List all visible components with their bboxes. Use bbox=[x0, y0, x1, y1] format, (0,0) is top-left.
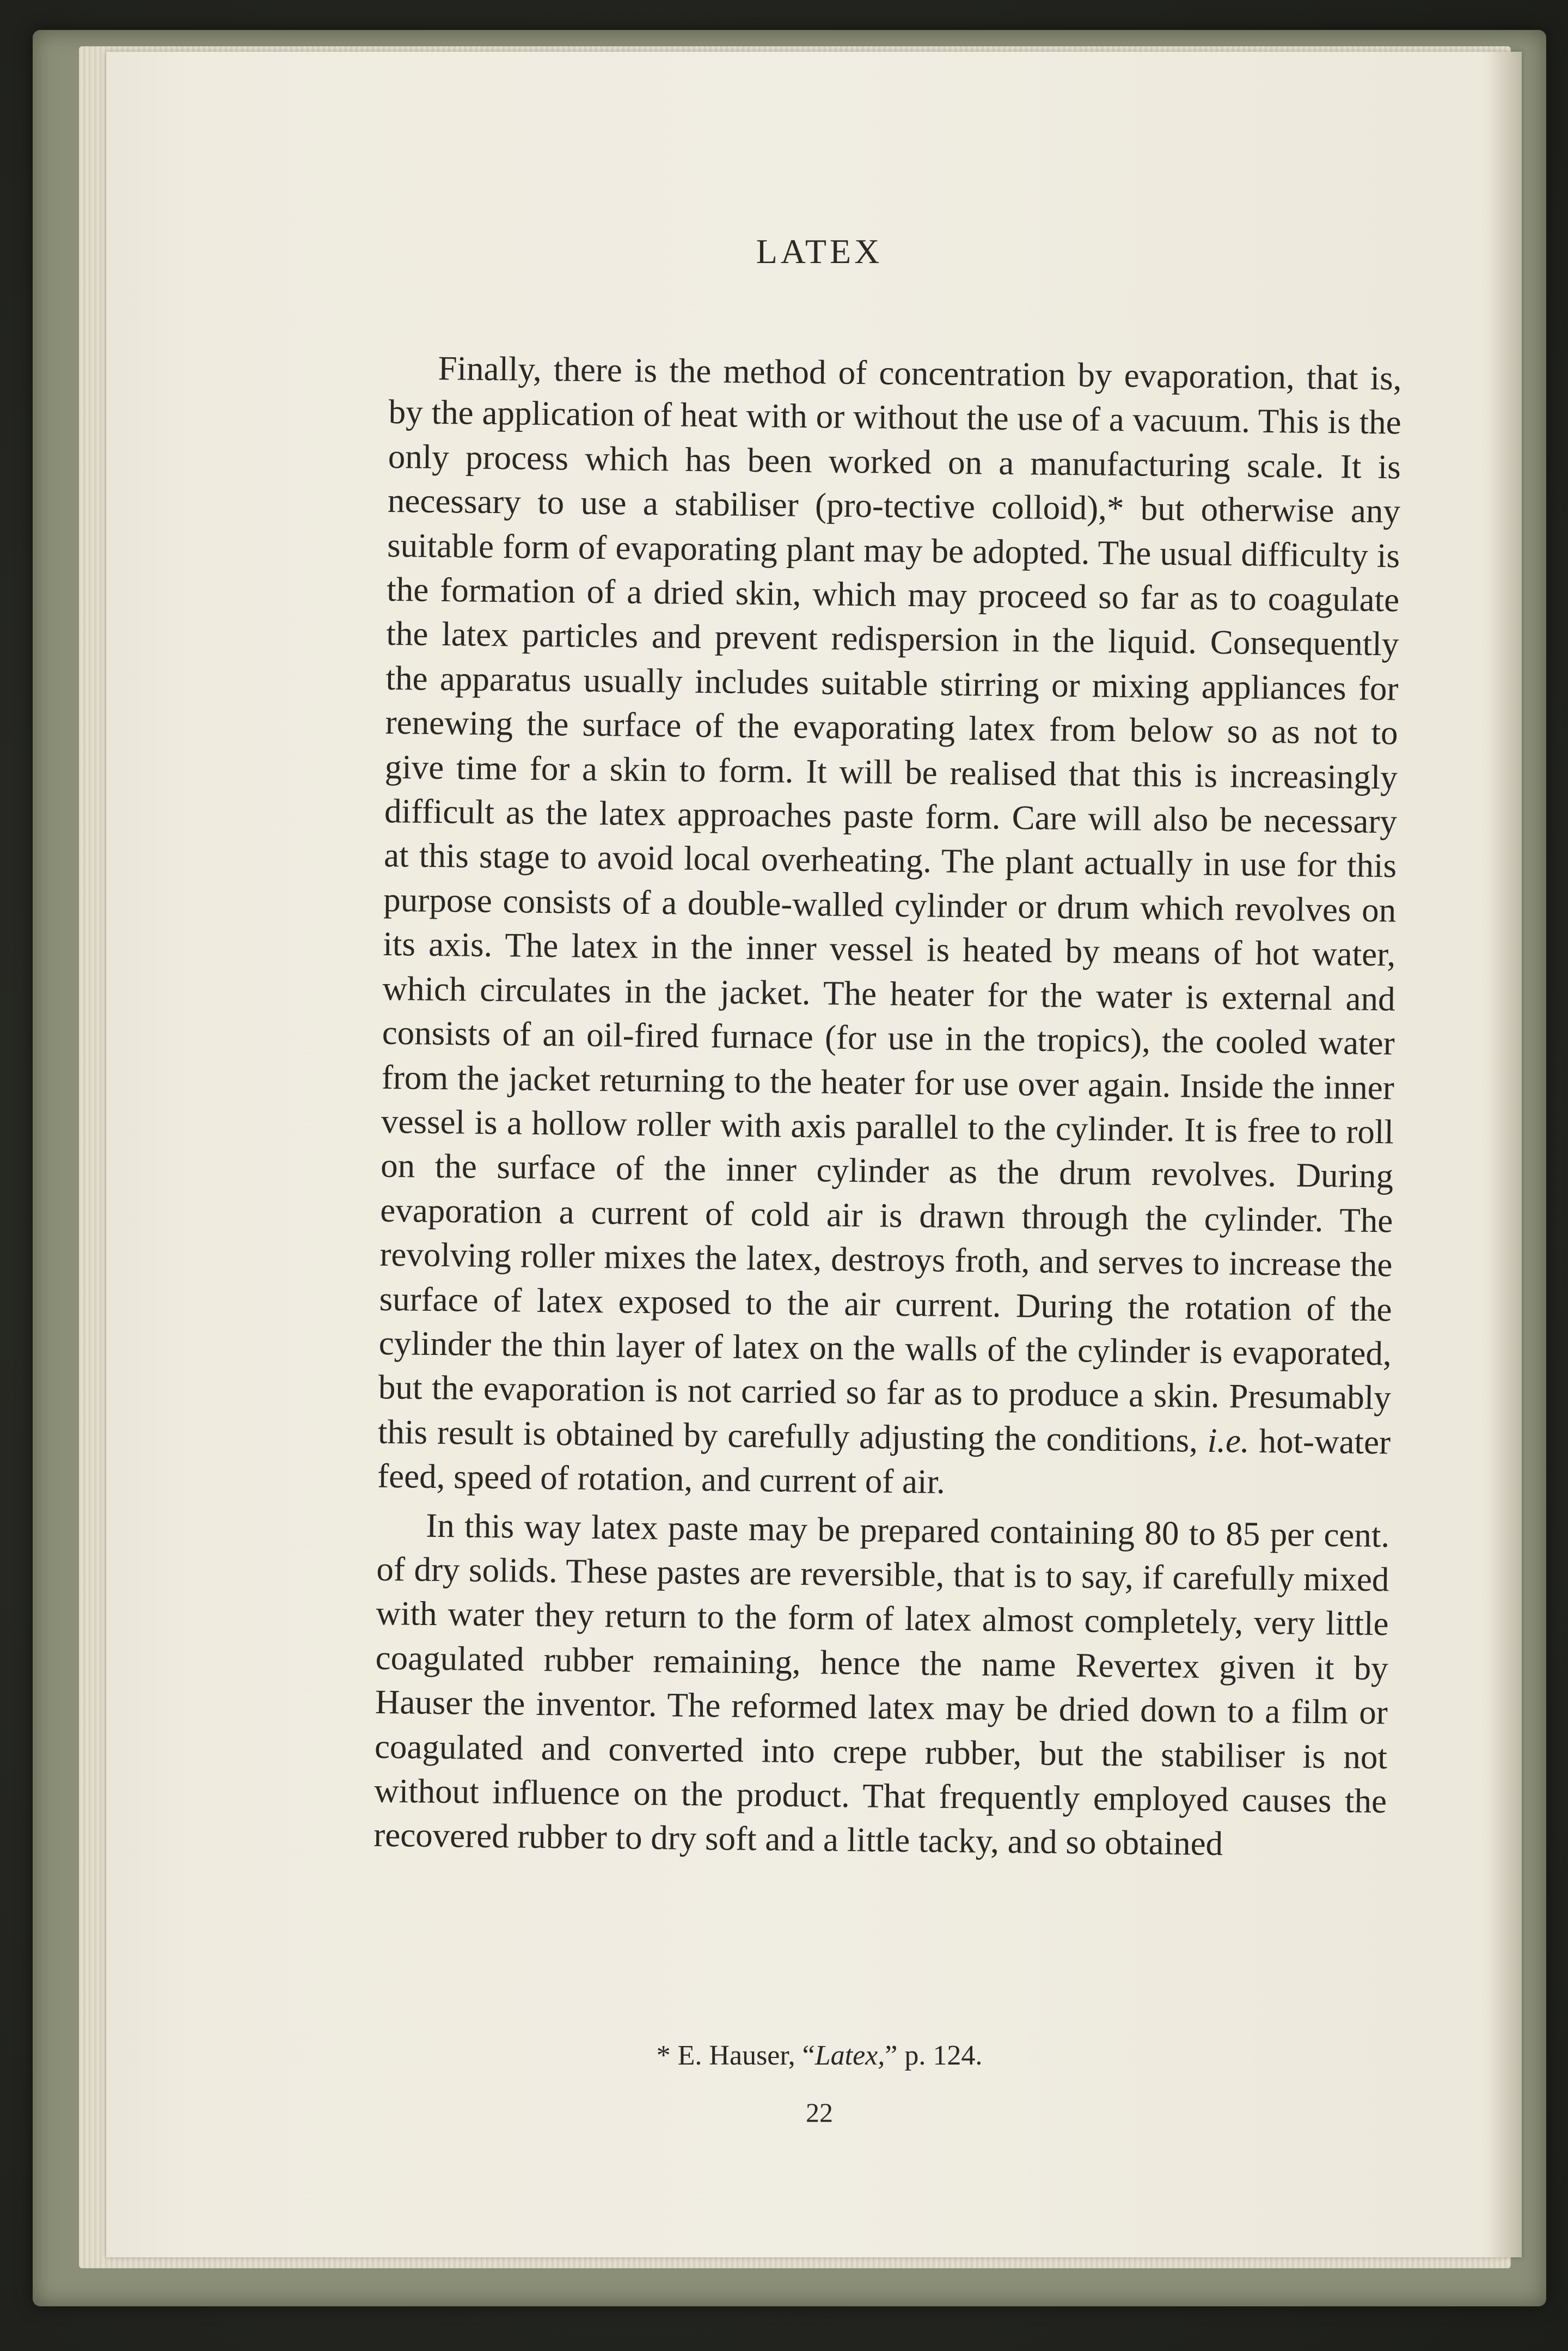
footnote bbox=[106, 2039, 1533, 2072]
paragraph-2 bbox=[373, 1503, 1390, 1868]
footnote-prefix: * E. Hauser, “ bbox=[656, 2040, 815, 2071]
gutter-shadow bbox=[1489, 52, 1522, 2257]
footnote-suffix: ” p. 124. bbox=[885, 2040, 983, 2071]
running-head: LATEX bbox=[756, 232, 883, 271]
paragraph-1 bbox=[377, 346, 1402, 1509]
footnote-title: Latex, bbox=[814, 2040, 885, 2071]
page-number: 22 bbox=[806, 2097, 833, 2128]
text-segment: hot-water feed, speed of rotation, and current of air. bbox=[377, 1421, 1391, 1501]
body-text bbox=[373, 346, 1402, 1868]
text-segment-italic: i.e. bbox=[1207, 1421, 1250, 1460]
text-segment: Finally, there is the method of concentration by evaporation, that is, by the application of heat with or without the use of a vacuum. This is the only process which has been worked on a manufacturing scale. It is necessary to use a stabiliser (pro-tective colloid),* but otherwise any suitable form of evaporating plant may be adopted. The usual difficulty is the formation of a dried skin, which may proceed so far as to coagulate the latex particles and prevent redispersion in the liquid. Consequently the apparatus usually includes suitable stirring or mixing appliances for renewing the surface of the evaporating latex from below so as not to give time for a skin to form. It will be realised that this is increasingly difficult as the latex approaches paste form. Care will also be necessary at this stage to avoid local overheating. The plant actually in use for this purpose consists of a double-walled cylinder or drum which revolves on its axis. The latex in the inner vessel is heated by means of hot water, which circulates in the jacket. The heater for the water is external and consists of an oil-fired furnace (for use in the tropics), the cooled water from the jacket returning to the heater for use over again. Inside the inner vessel is a hollow roller with axis parallel to the cylinder. It is free to roll on the surface of the inner cylinder as the drum revolves. During evaporation a current of cold air is drawn through the cylinder. The revolving roller mixes the latex, destroys froth, and serves to increase the surface of latex exposed to the air current. During the rotation of the cylinder the thin layer of latex on the walls of the cylinder is evaporated, but the evaporation is not carried so far as to produce a skin. Presumably this result is obtained by carefully adjusting the conditions, bbox=[377, 349, 1402, 1460]
text-segment: In this way latex paste may be prepared containing 80 to 85 per cent. of dry solids. These pastes are reversible, that is to say, if carefully mixed with water they return to the form of latex almost completely, very little coagulated rubber remaining, hence the name Revertex given it by Hauser the inventor. The reformed latex may be dried down to a film or coagulated and converted into crepe rubber, but the stabiliser is not without influence on the product. That frequently employed causes the recovered rubber to dry soft and a little tacky, and so obtained bbox=[373, 1506, 1390, 1863]
book-page bbox=[106, 52, 1522, 2257]
